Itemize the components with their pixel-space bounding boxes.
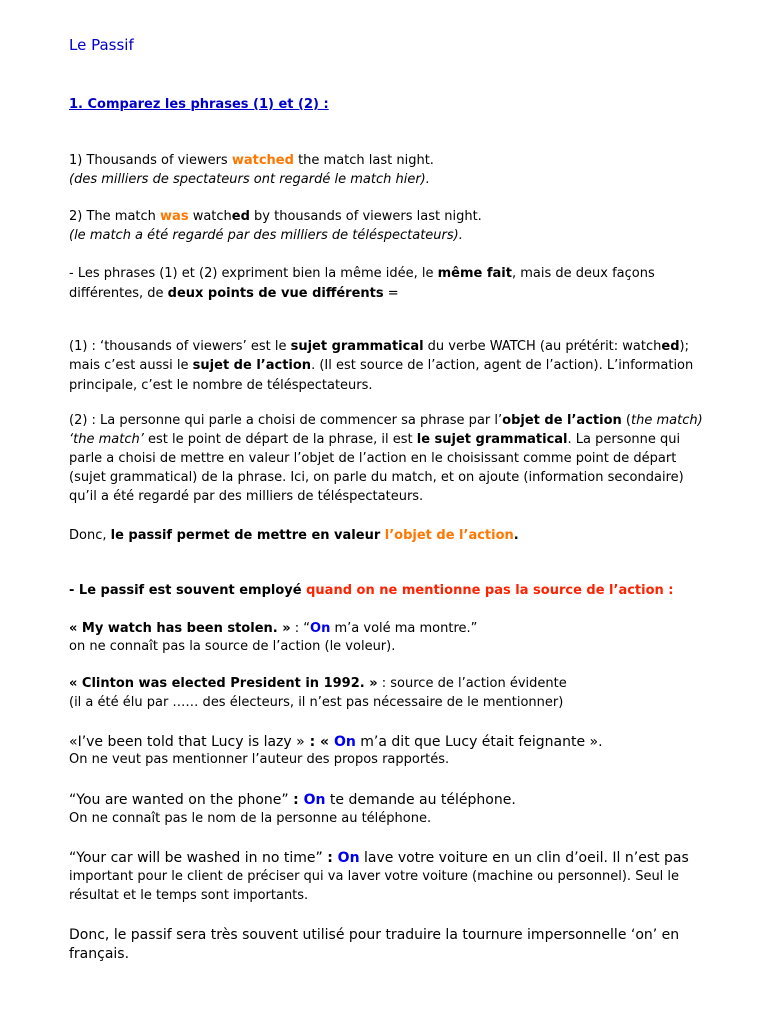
- example-2-sentence: [69, 209, 482, 225]
- example-lucy-english: «I’ve been told that Lucy is lazy »: [69, 734, 305, 750]
- example-lucy: [69, 734, 603, 750]
- para-1-bold: même fait: [437, 266, 512, 281]
- para-3-line-3: parle a choisi de mettre en valeur l’objet de l’action en le choisissant comme point de départ: [69, 451, 677, 466]
- example-car-sep: :: [327, 850, 338, 866]
- para-2-bold: ed: [661, 339, 680, 354]
- para-3-line-1: [69, 413, 703, 429]
- para-3-line-2: [69, 432, 680, 448]
- conclusion-1-bold: le passif permet de mettre en valeur: [110, 528, 385, 543]
- para-3-text: (2) : La personne qui parle a choisi de commencer sa phrase par l’: [69, 413, 503, 428]
- para-3-italic: ‘the match’: [69, 432, 144, 447]
- example-1-post: the match last night.: [293, 153, 434, 168]
- example-phone-english: “You are wanted on the phone”: [69, 792, 294, 808]
- example-2-translation: (le match a été regardé par des milliers de téléspectateurs).: [69, 228, 463, 243]
- example-car-line-3: résultat et le temps sont importants.: [69, 888, 309, 903]
- example-lucy-note: On ne veut pas mentionner l’auteur des propos rapportés.: [69, 752, 450, 767]
- para-3-line-5: qu’il a été regardé par des milliers de téléspectateurs.: [69, 489, 424, 504]
- example-phone-sep: :: [293, 792, 304, 808]
- page-title: Le Passif: [69, 36, 134, 54]
- section-heading-1: 1. Comparez les phrases (1) et (2) :: [69, 97, 329, 112]
- conclusion-1-text: Donc,: [69, 528, 111, 543]
- para-1-text: =: [383, 286, 399, 301]
- example-phone-note: On ne connaît pas le nom de la personne au téléphone.: [69, 811, 432, 826]
- example-watch-on: On: [310, 621, 331, 636]
- example-watch-note: on ne connaît pas la source de l’action (le voleur).: [69, 639, 396, 654]
- example-clinton-english: « Clinton was elected President in 1992. »: [69, 676, 378, 691]
- para-2-text: . (Il est source de l’action, agent de l’action). L’information: [311, 358, 694, 373]
- example-car-line-2: important pour le client de préciser qui va laver votre voiture (machine ou personnel). Seul le: [69, 869, 680, 884]
- para-1-line-1: [69, 266, 655, 282]
- example-car-on: On: [337, 850, 360, 866]
- example-lucy-on: On: [333, 734, 356, 750]
- para-1-line-2: [69, 286, 399, 302]
- para-2-line-1: [69, 339, 689, 355]
- para-2-text: du verbe WATCH (au prétérit: watch: [423, 339, 662, 354]
- example-1-translation: (des milliers de spectateurs ont regardé le match hier).: [69, 172, 430, 187]
- example-2-mid: watch: [188, 209, 232, 224]
- para-1-text: - Les phrases (1) et (2) expriment bien la même idée, le: [69, 266, 438, 281]
- example-lucy-french: m’a dit que Lucy était feignante ».: [355, 734, 603, 750]
- para-3-text: (: [621, 413, 631, 428]
- example-phone-on: On: [303, 792, 326, 808]
- section-heading-2: [69, 583, 674, 599]
- para-1-text: différentes, de: [69, 286, 168, 301]
- para-3-bold: objet de l’action: [502, 413, 622, 428]
- para-2-text: );: [679, 339, 689, 354]
- example-car-english: “Your car will be washed in no time”: [69, 850, 328, 866]
- example-car-french: lave votre voiture en un clin d’oeil. Il n’est pas: [359, 850, 689, 866]
- para-2-text: (1) : ‘thousands of viewers’ est le: [69, 339, 291, 354]
- conclusion-1-period: .: [513, 528, 519, 543]
- example-watch-french: m’a volé ma montre.”: [330, 621, 478, 636]
- section-2-highlight: quand on ne mentionne pas la source de l’action :: [306, 583, 674, 598]
- para-2-line-3: principale, c’est le nombre de téléspectateurs.: [69, 378, 373, 393]
- para-3-bold: le sujet grammatical: [416, 432, 568, 447]
- para-2-text: mais c’est aussi le: [69, 358, 193, 373]
- para-2-bold: sujet grammatical: [290, 339, 424, 354]
- conclusion-2-line-2: français.: [69, 946, 130, 962]
- example-watch: [69, 621, 477, 637]
- para-1-text: , mais de deux façons: [511, 266, 655, 281]
- example-2-highlight: was: [160, 209, 189, 224]
- example-clinton-explanation: (il a été élu par …… des électeurs, il n’est pas nécessaire de le mentionner): [69, 695, 564, 710]
- example-2-suffix: ed: [231, 209, 250, 224]
- example-2-post: by thousands of viewers last night.: [249, 209, 482, 224]
- conclusion-1: [69, 528, 519, 544]
- conclusion-1-highlight: l’objet de l’action: [384, 528, 514, 543]
- example-clinton: [69, 676, 567, 692]
- para-1-bold: deux points de vue différents: [167, 286, 384, 301]
- para-2-bold: sujet de l’action: [192, 358, 312, 373]
- example-1-pre: 1) Thousands of viewers: [69, 153, 232, 168]
- example-1-sentence: [69, 153, 434, 169]
- para-3-text: . La personne qui: [567, 432, 681, 447]
- section-2-bold: - Le passif est souvent employé: [69, 583, 307, 598]
- example-phone: [69, 792, 516, 808]
- example-watch-sep: : “: [290, 621, 311, 636]
- para-3-line-4: (sujet grammatical) de la phrase. Ici, on parle du match, et on ajoute (information secondaire): [69, 470, 684, 485]
- example-watch-english: « My watch has been stolen. »: [69, 621, 291, 636]
- example-phone-french: te demande au téléphone.: [325, 792, 516, 808]
- para-3-italic: the match): [631, 413, 703, 428]
- para-2-line-2: [69, 358, 693, 374]
- conclusion-2-line-1: Donc, le passif sera très souvent utilisé pour traduire la tournure impersonnelle ‘on’ en: [69, 927, 680, 943]
- example-2-pre: 2) The match: [69, 209, 161, 224]
- example-1-highlight: watched: [231, 153, 294, 168]
- example-car: [69, 850, 689, 866]
- para-3-text: est le point de départ de la phrase, il est: [143, 432, 417, 447]
- example-clinton-note: : source de l’action évidente: [377, 676, 567, 691]
- example-lucy-sep: : «: [304, 734, 334, 750]
